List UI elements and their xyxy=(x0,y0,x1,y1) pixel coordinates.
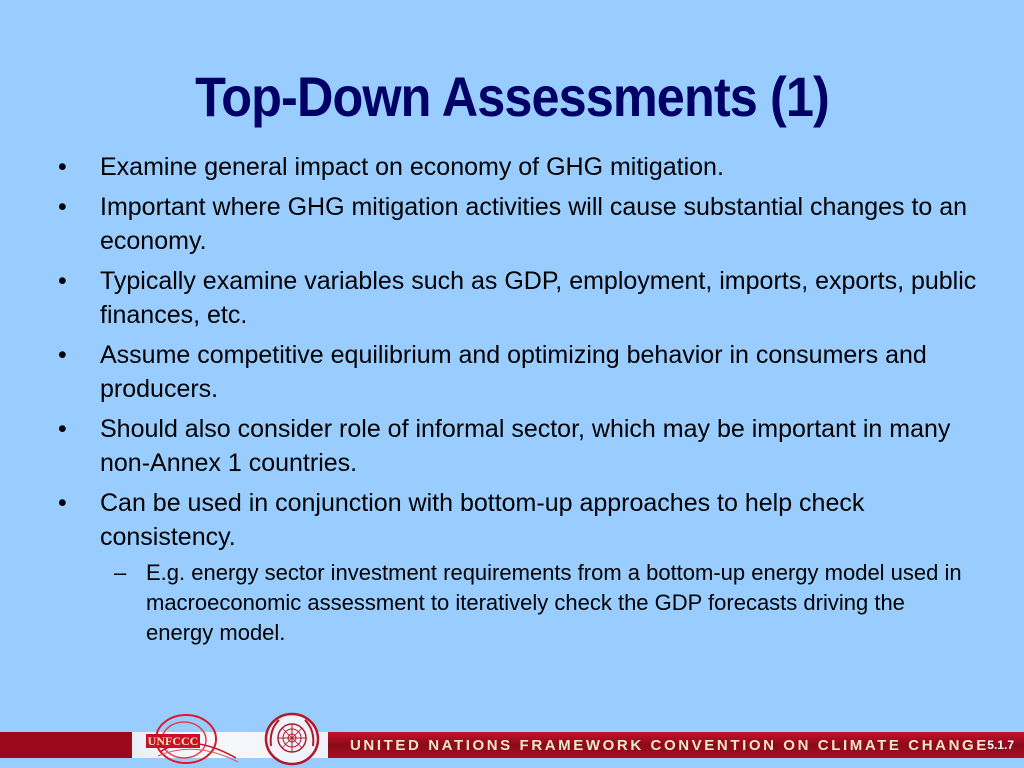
slide-title: Top-Down Assessments (1) xyxy=(195,65,829,128)
bullet-text: Can be used in conjunction with bottom-up approaches to help check consistency. xyxy=(100,489,865,551)
unfccc-logo xyxy=(140,712,240,766)
bullet-marker: • xyxy=(58,415,67,443)
bullet-marker: • xyxy=(58,193,67,221)
bullet-text: Examine general impact on economy of GHG mitigation. xyxy=(100,153,724,181)
sub-bullet-marker: – xyxy=(114,560,127,585)
bullet-marker: • xyxy=(58,489,67,517)
bullet-marker: • xyxy=(58,341,67,369)
bullet-item xyxy=(58,486,978,648)
bullet-item xyxy=(58,190,978,258)
bullet-item xyxy=(58,412,978,480)
unfccc-logo-text: UNFCCC xyxy=(147,734,199,748)
bullet-item xyxy=(58,264,978,332)
footer-banner-text: UNITED NATIONS FRAMEWORK CONVENTION ON CLIMATE CHANGE xyxy=(350,737,989,754)
footer-band-left xyxy=(0,732,132,758)
bullet-text: Assume competitive equilibrium and optimizing behavior in consumers and producers. xyxy=(100,341,927,403)
bullet-text: Important where GHG mitigation activities will cause substantial changes to an economy. xyxy=(100,193,968,255)
sub-bullet-item xyxy=(100,558,978,648)
bullet-marker: • xyxy=(58,267,67,295)
bullet-list xyxy=(58,150,978,654)
page-number: 5.1.7 xyxy=(987,738,1014,752)
bullet-marker: • xyxy=(58,153,67,181)
bullet-text: Typically examine variables such as GDP, employment, imports, exports, public finances, etc. xyxy=(100,267,977,329)
sub-bullet-list xyxy=(100,558,978,648)
bullet-item xyxy=(58,150,978,184)
bullet-item xyxy=(58,338,978,406)
sub-bullet-text: E.g. energy sector investment requirements from a bottom-up energy model used in macroeconomic assessment to iteratively check the GDP forecasts driving the energy model. xyxy=(146,560,962,645)
un-emblem-icon xyxy=(263,712,321,766)
bullet-text: Should also consider role of informal sector, which may be important in many non-Annex 1 countries. xyxy=(100,415,951,477)
footer-banner xyxy=(0,710,1024,768)
